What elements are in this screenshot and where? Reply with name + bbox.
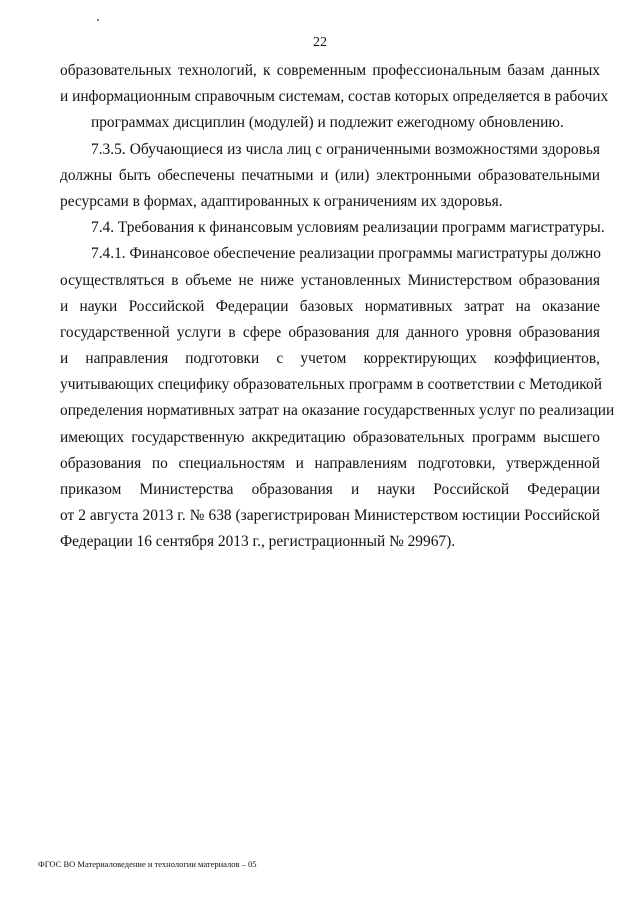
text-line: Федерации 16 сентября 2013 г., регистрационный № 29967). — [60, 533, 456, 551]
text-line: и науки Российской Федерации базовых нормативных затрат на оказание — [60, 297, 600, 315]
text-line: должны быть обеспечены печатными и (или) электронными образовательными — [60, 166, 600, 184]
paragraph-7-3-5 — [60, 137, 600, 216]
text-line: имеющих государственную аккредитацию образовательных программ высшего — [60, 428, 600, 446]
text-line: образовательных технологий, к современным профессиональным базам данных — [60, 62, 600, 79]
section-heading: 7.4. Требования к финансовым условиям реализации программ магистратуры. — [91, 219, 605, 237]
text-line: осуществляться в объеме не ниже установленных Министерством образования — [60, 271, 600, 289]
paragraph-7-4 — [60, 215, 605, 241]
text-line: и информационным справочным системам, состав которых определяется в рабочих — [60, 88, 609, 106]
text-line: 7.3.5. Обучающиеся из числа лиц с ограниченными возможностями здоровья — [91, 140, 600, 158]
text-line: приказом Министерства образования и науки Российской Федерации — [60, 481, 600, 498]
text-line: государственной услуги в сфере образования для данного уровня образования — [60, 323, 600, 341]
text-line: определения нормативных затрат на оказание государственных услуг по реализации — [60, 402, 615, 420]
text-line: и направления подготовки с учетом корректирующих коэффициентов, — [60, 350, 600, 368]
text-line: программах дисциплин (модулей) и подлежит ежегодному обновлению. — [91, 114, 564, 132]
page-number: 22 — [313, 35, 327, 50]
text-line: 7.4.1. Финансовое обеспечение реализации программы магистратуры должно — [91, 245, 601, 263]
text-line: образования по специальностям и направлениям подготовки, утвержденной — [60, 454, 600, 472]
page-footer: ФГОС ВО Материаловедение и технологии материалов – 05 — [38, 859, 257, 869]
text-line: от 2 августа 2013 г. № 638 (зарегистрирован Министерством юстиции Российской — [60, 507, 600, 525]
document-body — [60, 58, 615, 556]
scan-speck — [97, 19, 99, 21]
text-line: учитывающих специфику образовательных программ в соответствии с Методикой — [60, 376, 602, 394]
paragraph-7-4-1 — [60, 241, 615, 555]
paragraph-continuation — [60, 58, 609, 137]
text-line: ресурсами в формах, адаптированных к ограничениям их здоровья. — [60, 192, 503, 210]
